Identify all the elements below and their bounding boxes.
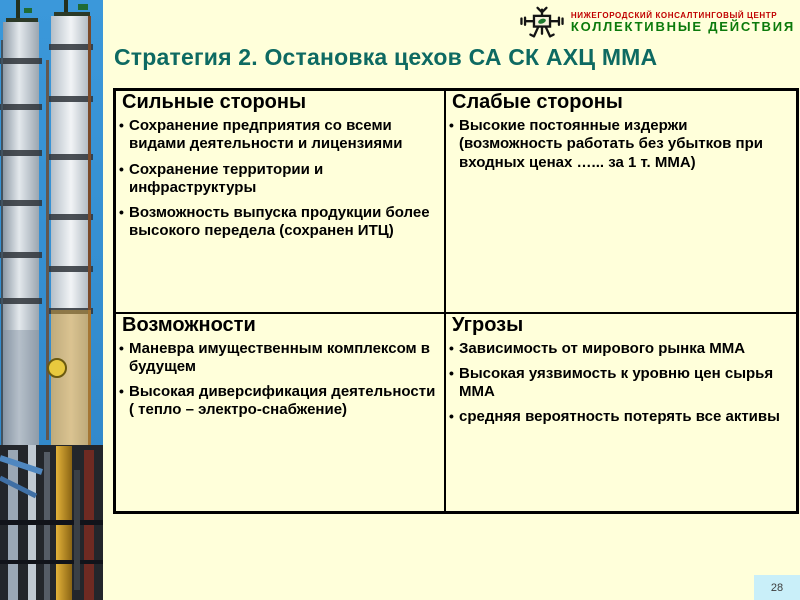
consulting-center-logo xyxy=(517,3,795,43)
logo-line2: КОЛЛЕКТИВНЫЕ ДЕЙСТВИЯ xyxy=(570,19,795,35)
bullet-item: • Высокие постоянные издержи (возможность работать без убытков при входных ценах …... за 1 т. ММА) xyxy=(452,117,792,172)
swot-cell-strengths xyxy=(115,90,446,313)
opportunities-header: Возможности xyxy=(122,313,256,336)
swot-cell-weaknesses xyxy=(445,90,798,313)
opportunities-list xyxy=(122,340,440,420)
bullet-item: • Сохранение предприятия со всеми видами деятельности и лицензиями xyxy=(122,117,440,154)
slide-title: Стратегия 2. Остановка цехов СА СК АХЦ ММА xyxy=(114,44,658,70)
threats-header: Угрозы xyxy=(452,313,524,336)
strengths-header: Сильные стороны xyxy=(122,91,307,113)
bullet-item: • Возможность выпуска продукции более высокого передела (сохранен ИТЦ) xyxy=(122,204,440,241)
page-number-badge xyxy=(754,575,800,600)
threats-list xyxy=(452,340,792,427)
swot-cell-opportunities xyxy=(115,313,446,513)
logo-line1: НИЖЕГОРОДСКИЙ КОНСАЛТИНГОВЫЙ ЦЕНТР xyxy=(570,10,778,20)
bullet-item: • Сохранение территории и инфраструктуры xyxy=(122,161,440,198)
weaknesses-list xyxy=(452,117,792,172)
industrial-plant-photo xyxy=(0,0,103,600)
bullet-item: • Высокая диверсификация деятельности ( тепло – электро-снабжение) xyxy=(122,383,440,420)
weaknesses-header: Слабые стороны xyxy=(452,91,623,113)
swot-cell-threats xyxy=(445,313,798,513)
bullet-item: • Маневра имущественным комплексом в будущем xyxy=(122,340,440,377)
collective-actions-emblem-icon xyxy=(517,3,567,43)
page-number: 28 xyxy=(770,581,784,594)
bullet-item: • средняя вероятность потерять все активы xyxy=(452,408,792,426)
bullet-item: • Зависимость от мирового рынка ММА xyxy=(452,340,792,358)
bullet-item: • Высокая уязвимость к уровню цен сырья ММА xyxy=(452,365,792,402)
swot-table xyxy=(113,88,799,514)
strengths-list xyxy=(122,117,440,241)
logo-text xyxy=(571,11,795,35)
